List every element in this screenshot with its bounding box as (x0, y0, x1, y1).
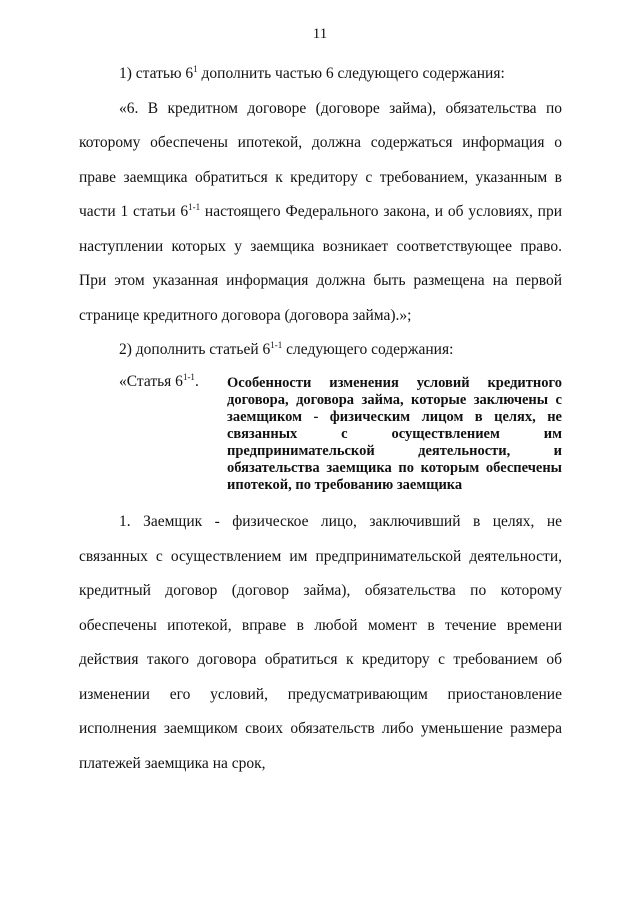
paragraph-article-part-1: 1. Заемщик - физическое лицо, заключивший в целях, не связанных с осуществлением им предпринимательской деятельности, кредитный договор (договор займа), обязательства по которому обеспечены ипотекой, вправе в любой момент в течение времени действия такого договора обратиться к кредитору с требованием об изменении его условий, предусматривающим приостановление исполнения заемщиком своих обязательств либо уменьшение размера платежей заемщика на срок, (79, 513, 562, 772)
paragraph-part-6 (79, 92, 562, 334)
superscript: 1 (193, 63, 198, 74)
text-fragment: «Статья 6 (119, 373, 183, 390)
text-fragment: 1) статью 6 (119, 65, 194, 82)
text-fragment: «6. В кредитном договоре (договоре займа), обязательства по которому обеспечены ипотекой, должна содержаться информация о праве заемщика обратиться к кредитору с требованием, указанным в части 1 статьи 6 (79, 99, 562, 220)
paragraph-amend-article-6-1 (79, 57, 562, 92)
article-title: Особенности изменения условий кредитного договора, договора займа, которые заключены с заемщиком - физическим лицом в целях, не связанных с осуществлением им предпринимательской деятельности, и обязательства заемщика по которым обеспечены ипотекой, по требованию заемщика (227, 375, 562, 493)
superscript: 1-1 (270, 339, 283, 350)
text-fragment: . (194, 373, 199, 390)
text-fragment: дополнить частью 6 следующего содержания: (197, 65, 505, 82)
text-fragment: 2) дополнить статьей 6 (119, 341, 271, 358)
page-number: 11 (312, 26, 328, 42)
superscript: 1-1 (182, 371, 195, 382)
paragraph-add-article-6-1-1 (79, 333, 562, 368)
article-number (119, 373, 199, 391)
text-block-top (79, 57, 562, 368)
text-block-bottom (79, 505, 562, 781)
superscript: 1-1 (188, 201, 201, 212)
text-fragment: настоящего Федерального закона, и об условиях, при наступлении которых у заемщика возникает соответствующее право. При этом указанная информация должна быть размещена на первой странице кредитного договора (договора займа).»; (79, 203, 562, 324)
text-fragment: следующего содержания: (282, 341, 454, 358)
